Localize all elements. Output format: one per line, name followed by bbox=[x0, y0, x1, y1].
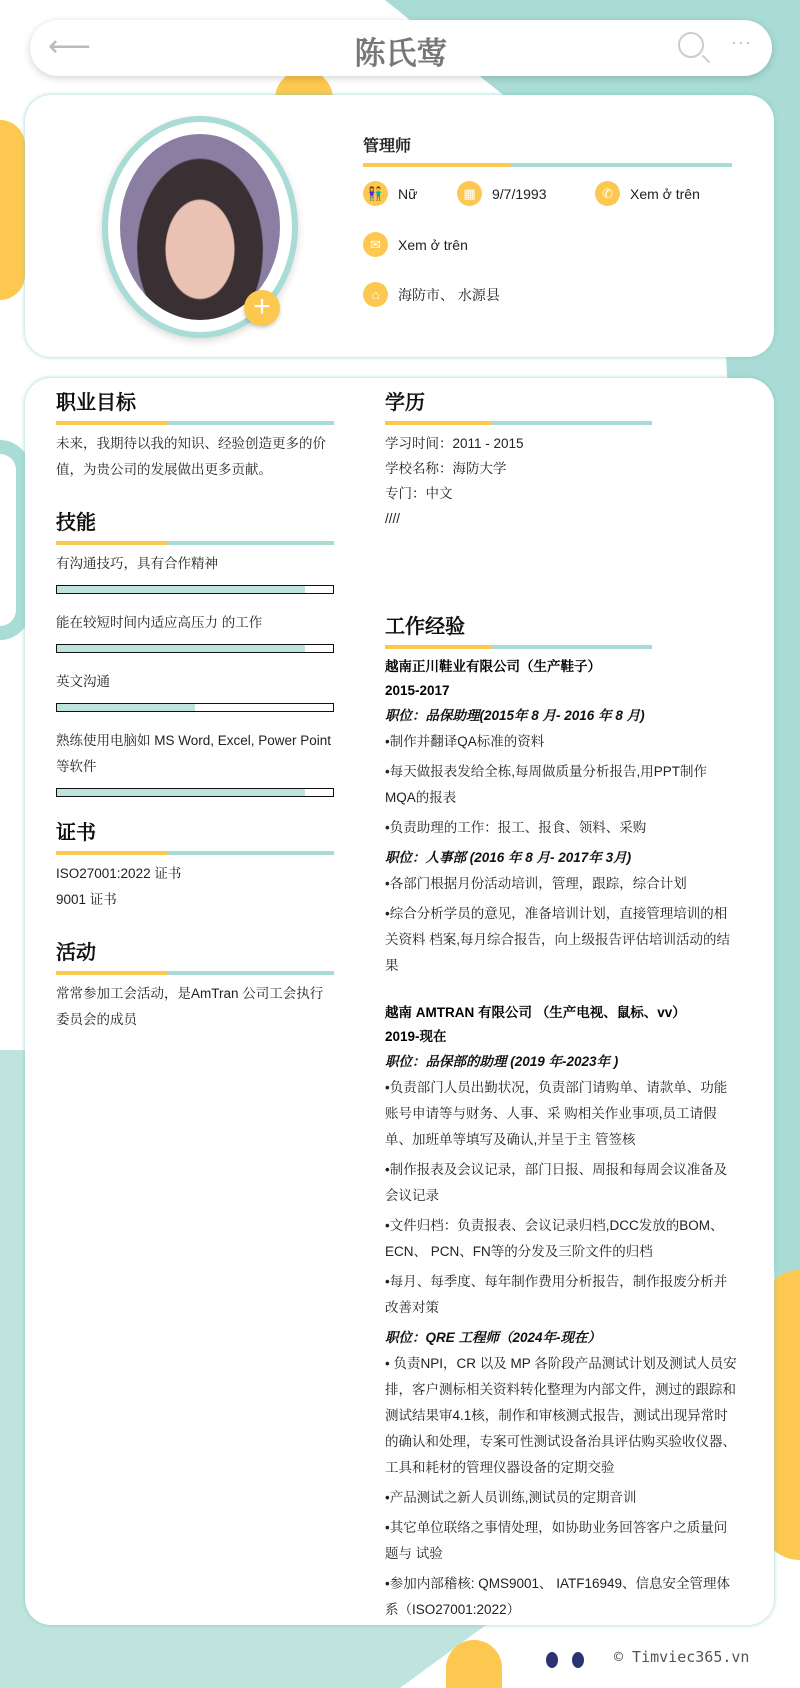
skill-name: 能在较短时间内适应高压力 的工作 bbox=[56, 615, 263, 630]
section-title: 证书 bbox=[56, 822, 96, 844]
skill-progress-bar bbox=[56, 788, 334, 797]
section-title: 活动 bbox=[56, 942, 96, 964]
job-entry bbox=[385, 655, 737, 979]
email bbox=[363, 232, 468, 257]
bullet: • 负责NPI，CR 以及 MP 各阶段产品测试计划及测试人员安排，客户测标相关资料转化整理为内部文件，测过的跟踪和测试结果审4.1核，制作和审核测式报告，测试出现异常时的确认和处理，专案可性测试设备治具评估购买验收仪器、工具和耗材的管理仪器设备的定期交验 bbox=[385, 1356, 737, 1475]
skill-name: 熟练使用电脑如 MS Word, Excel, Power Point 等软件 bbox=[56, 733, 332, 774]
section-title: 职业目标 bbox=[56, 392, 136, 414]
divider bbox=[385, 645, 652, 649]
address bbox=[363, 282, 500, 307]
section-title: 技能 bbox=[56, 512, 96, 534]
bullet: •制作并翻译QA标准的资料 bbox=[385, 734, 545, 749]
bullet: •文件归档：负责报表、会议记录归档,DCC发放的BOM、ECN、 PCN、FN等的分发及三阶文件的归档 bbox=[385, 1218, 724, 1259]
skills-list bbox=[56, 551, 334, 797]
education-line: 学习时间：2011 - 2015 bbox=[385, 436, 524, 451]
divider bbox=[56, 421, 334, 425]
skill-progress-bar bbox=[56, 644, 334, 653]
role-title: 职位：人事部 (2016 年 8 月- 2017年 3月) bbox=[385, 850, 632, 865]
company-name: 越南正川鞋业有限公司（生产鞋子） bbox=[385, 659, 601, 674]
bullet: •负责助理的工作：报工、报食、领料、采购 bbox=[385, 820, 647, 835]
bg-yellow-circle bbox=[0, 120, 25, 300]
gender-icon: 👫 bbox=[363, 181, 388, 206]
divider bbox=[56, 541, 334, 545]
dot-decoration bbox=[546, 1652, 558, 1668]
copyright: © Timviec365.vn bbox=[614, 1648, 750, 1666]
skill-progress-fill bbox=[57, 704, 195, 711]
skill-progress-bar bbox=[56, 585, 334, 594]
page-title: 陈氏莺 bbox=[354, 36, 448, 71]
search-icon[interactable] bbox=[678, 32, 704, 58]
bg-yellow-bottom bbox=[446, 1640, 502, 1688]
bullet: •负责部门人员出勤状况，负责部门请购单、请款单、功能账号申请等与财务、人事、采 购相关作业事项,员工请假单、加班单等填写及确认,并呈于主 管签核 bbox=[385, 1080, 728, 1147]
email-icon: ✉ bbox=[363, 232, 388, 257]
job-period: 2015-2017 bbox=[385, 683, 450, 698]
bullet: •综合分析学员的意见，准备培训计划，直接管理培训的相关资料 档案,每月综合报告，向上级报告评估培训活动的结果 bbox=[385, 906, 731, 973]
company-name: 越南 AMTRAN 有限公司 （生产电视、鼠标、vv） bbox=[385, 1005, 686, 1020]
education-line: //// bbox=[385, 511, 401, 526]
skill-progress-fill bbox=[57, 586, 305, 593]
bullet: •制作报表及会议记录，部门日报、周报和每周会议准备及会议记录 bbox=[385, 1162, 728, 1203]
bullet: •其它单位联络之事情处理，如协助业务回答客户之质量问题与 试验 bbox=[385, 1520, 728, 1561]
activities-text: 常常参加工会活动，是AmTran 公司工会执行委员会的成员 bbox=[56, 986, 324, 1027]
home-icon: ⌂ bbox=[363, 282, 388, 307]
skill-name: 英文沟通 bbox=[56, 674, 110, 689]
bullet: •每月、每季度、每年制作费用分析报告，制作报废分析并改善对策 bbox=[385, 1274, 728, 1315]
role-title: 职位：品保助理(2015年 8 月- 2016 年 8 月) bbox=[385, 708, 645, 723]
role-title: 职位：QRE 工程师（2024年-现在） bbox=[385, 1330, 602, 1345]
objective-text: 未来，我期待以我的知识、经验创造更多的价值，为贵公司的发展做出更多贡献。 bbox=[56, 436, 326, 477]
phone bbox=[595, 181, 700, 206]
right-column bbox=[385, 389, 737, 1627]
bullet: •产品测试之新人员训练,测试员的定期音训 bbox=[385, 1490, 637, 1505]
education-line: 学校名称：海防大学 bbox=[385, 461, 507, 476]
gender-value: Nữ bbox=[398, 185, 418, 202]
job-period: 2019-现在 bbox=[385, 1029, 447, 1044]
phone-icon: ✆ bbox=[595, 181, 620, 206]
bullet: •每天做报表发给全栋,每周做质量分析报告,用PPT制作MQA的报表 bbox=[385, 764, 707, 805]
top-bar bbox=[30, 20, 772, 76]
gender bbox=[363, 181, 417, 206]
section-title: 工作经验 bbox=[385, 616, 465, 638]
skill-progress-fill bbox=[57, 789, 305, 796]
job-title: 管理师 bbox=[363, 138, 412, 155]
divider bbox=[56, 971, 334, 975]
add-photo-button[interactable]: + bbox=[244, 290, 280, 326]
address-value: 海防市、 水源县 bbox=[398, 286, 500, 303]
dot-decoration bbox=[572, 1652, 584, 1668]
arrow-left-icon[interactable]: ⟵ bbox=[48, 30, 92, 63]
bullet: •参加内部稽核: QMS9001、 IATF16949、信息安全管理体系（ISO27001:2022） bbox=[385, 1576, 731, 1617]
calendar-icon: ▦ bbox=[457, 181, 482, 206]
skill-progress-fill bbox=[57, 645, 305, 652]
role-title: 职位：品保部的助理 (2019 年-2023年 ) bbox=[385, 1054, 619, 1069]
section-title: 学历 bbox=[385, 392, 425, 414]
jobs-list bbox=[385, 655, 737, 1623]
skill-progress-bar bbox=[56, 703, 334, 712]
skill-name: 有沟通技巧，具有合作精神 bbox=[56, 556, 218, 571]
job-entry bbox=[385, 1001, 737, 1623]
phone-value: Xem ở trên bbox=[630, 185, 700, 202]
more-icon[interactable]: ··· bbox=[731, 32, 752, 52]
certificate-item: 9001 证书 bbox=[56, 892, 117, 907]
divider bbox=[363, 163, 732, 167]
divider bbox=[385, 421, 652, 425]
divider bbox=[56, 851, 334, 855]
email-value: Xem ở trên bbox=[398, 236, 468, 253]
education-line: 专门：中文 bbox=[385, 486, 453, 501]
bullet: •各部门根据月份活动培训，管理，跟踪，综合计划 bbox=[385, 876, 687, 891]
birthday-value: 9/7/1993 bbox=[492, 185, 547, 202]
birthday bbox=[457, 181, 547, 206]
certificate-item: ISO27001:2022 证书 bbox=[56, 866, 182, 881]
left-column bbox=[56, 389, 334, 1033]
